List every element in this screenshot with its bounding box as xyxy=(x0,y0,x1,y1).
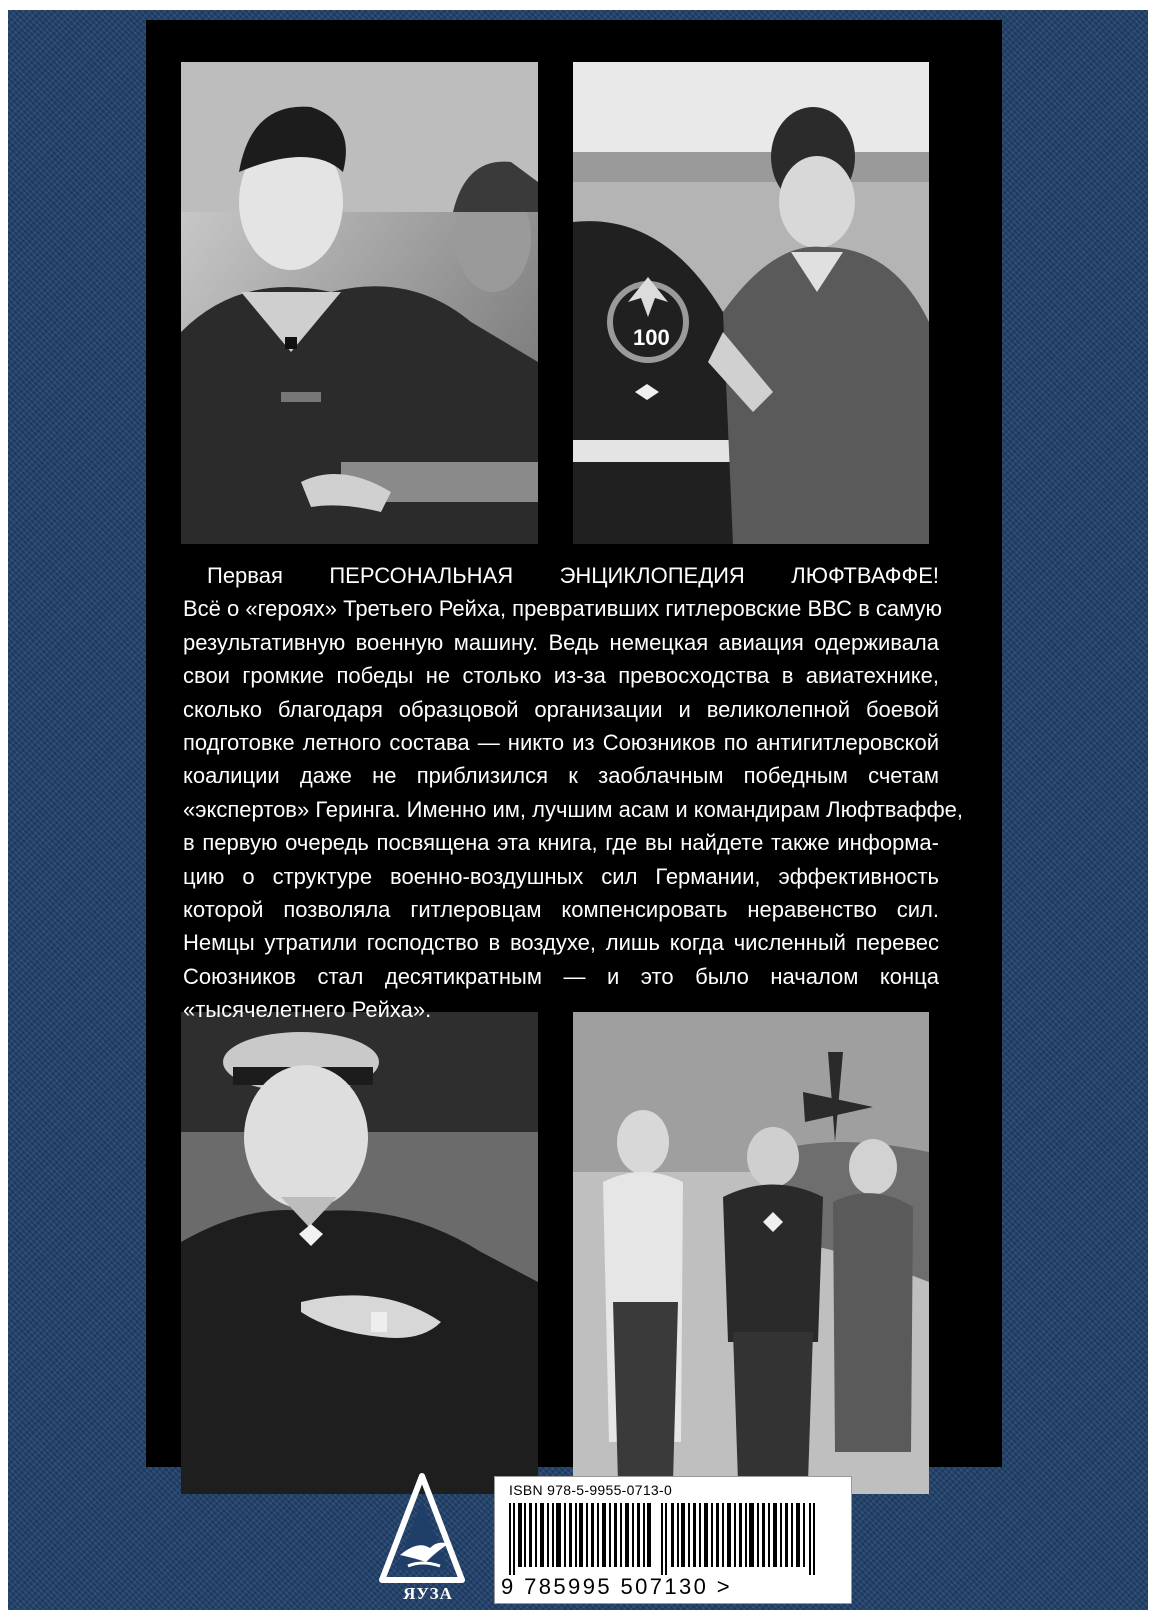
description-line: которой позволяла гитлеровцам компенсировать неравенство сил. xyxy=(183,897,939,923)
officer-portrait-icon xyxy=(181,62,538,544)
description-line: Союзников стал десятикратным — и это было началом конца xyxy=(183,963,939,989)
three-pilots-icon xyxy=(573,1012,929,1494)
isbn-barcode-box xyxy=(494,1476,852,1604)
barcode-icon xyxy=(509,1503,829,1575)
description-line: цию о структуре военно-воздушных сил Германии, эффективность xyxy=(183,863,939,889)
pilot-with-tail-icon xyxy=(573,62,929,544)
publisher-name: ЯУЗА xyxy=(403,1584,453,1603)
description-line: Всё о «героях» Третьего Рейха, превративших гитлеровские ВВС в самую xyxy=(183,596,942,622)
officer-in-cap-icon xyxy=(181,1012,538,1494)
isbn-label: ISBN 978-5-9955-0713-0 xyxy=(509,1482,673,1498)
photo-bottom-right xyxy=(573,1012,929,1494)
description-line: «экспертов» Геринга. Именно им, лучшим асам и командирам Люфтваффе, xyxy=(183,796,964,822)
description-line: результативную военную машину. Ведь немецкая авиация одерживала xyxy=(183,629,939,655)
description-line: Первая ПЕРСОНАЛЬНАЯ ЭНЦИКЛОПЕДИЯ ЛЮФТВАФФЕ! xyxy=(207,563,939,588)
description-line: «тысячелетнего Рейха». xyxy=(183,997,432,1023)
description-line: в первую очередь посвящена эта книга, где вы найдете также информа- xyxy=(183,830,939,856)
description-line: подготовке летного состава — никто из Союзников по антигитлеровской xyxy=(183,730,939,756)
photo-bottom-left xyxy=(181,1012,538,1494)
description-line: свои громкие победы не столько из-за превосходства в авиатехнике, xyxy=(183,663,939,689)
description-line: сколько благодаря образцовой организации и великолепной боевой xyxy=(183,696,939,722)
ean-digits: 9 785995 507130 > xyxy=(501,1574,733,1599)
description xyxy=(183,559,964,1027)
photo-top-left xyxy=(181,62,538,544)
tail-emblem-number: 100 xyxy=(633,325,670,350)
photo-top-right xyxy=(573,62,929,544)
description-line: Немцы утратили господство в воздухе, лишь когда численный перевес xyxy=(183,930,939,956)
description-line: коалиции даже не приблизился к заоблачным победным счетам xyxy=(183,763,939,789)
